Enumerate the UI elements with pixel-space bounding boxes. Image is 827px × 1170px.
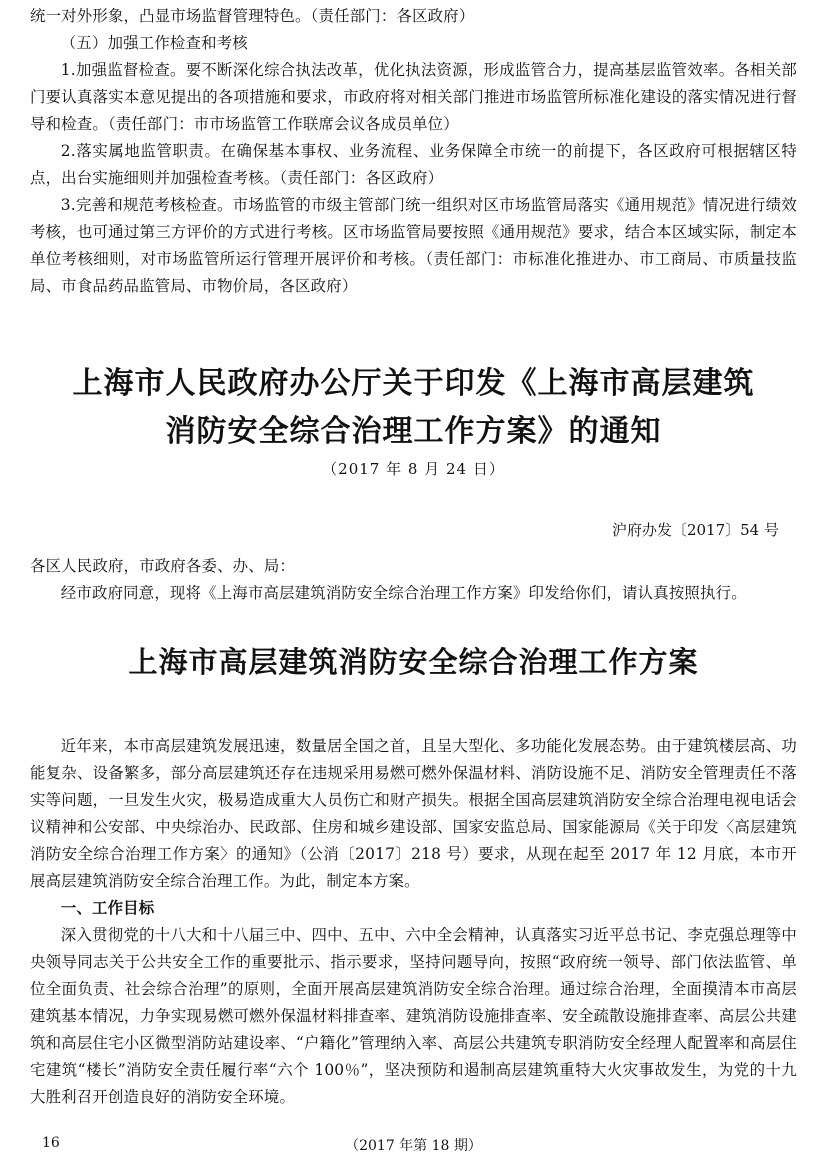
plan-intro-paragraph: 近年来，本市高层建筑发展迅速，数量居全国之首，且呈大型化、多功能化发展态势。由于建筑楼层高、功能复杂、设备繁多，部分高层建筑还存在违规采用易燃可燃外保温材料、消防设施不足、消防安全管理责任不落实等问题，一旦发生火灾，极易造成重大人员伤亡和财产损失。根据全国高层建筑消防安全综合治理电视电话会议精神和公安部、中央综治办、民政部、住房和城乡建设部、国家安监总局、国家能源局《关于印发〈高层建筑消防安全综合治理工作方案〉的通知》（公消〔2017〕218 号）要求，从现在起至 2017 年 12 月底，本市开展高层建筑消防安全综合治理工作。为此，制定本方案。 <box>30 737 797 890</box>
paragraph-item-1: 1.加强监督检查。要不断深化综合执法改革，优化执法资源，形成监管合力，提高基层监管效率。各相关部门要认真落实本意见提出的各项措施和要求，市政府将对相关部门推进市场监管所标准化建设的落实情况进行督导和检查。（责任部门：市市场监管工作联席会议各成员单位） <box>30 61 797 133</box>
issue-number: （2017 年第 18 期） <box>345 1138 482 1154</box>
document-number: 沪府办发〔2017〕54 号 <box>611 521 779 539</box>
previous-article-section <box>30 3 797 300</box>
continued-line: 统一对外形象，凸显市场监督管理特色。（责任部门：各区政府） <box>30 7 475 25</box>
notice-date: （2017 年 8 月 24 日） <box>322 460 505 478</box>
notice-title-line-1: 上海市人民政府办公厅关于印发《上海市高层建筑 <box>72 366 755 401</box>
paragraph-item-2: 2.落实属地监管职责。在确保基本事权、业务流程、业务保障全市统一的前提下，各区政府可根据辖区特点，出台实施细则并加强检查考核。（责任部门：各区政府） <box>30 142 797 187</box>
paragraph-item-3: 3.完善和规范考核检查。市场监管的市级主管部门统一组织对区市场监管局落实《通用规范》情况进行绩效考核，也可通过第三方评价的方式进行考核。区市场监管局要按照《通用规范》要求，结合本区域实际，制定本单位考核细则，对市场监管所运行管理开展评价和考核。（责任部门：市标准化推进办、市工商局、市质量技监局、市食品药品监管局、市物价局，各区政府） <box>30 196 797 295</box>
goals-paragraph: 深入贯彻党的十八大和十八届三中、四中、五中、六中全会精神，认真落实习近平总书记、李克强总理等中央领导同志关于公共安全工作的重要批示、指示要求，坚持问题导向，按照“政府统一领导、部门依法监管、单位全面负责、社会综合治理”的原则，全面开展高层建筑消防安全综合治理。通过综合治理，全面摸清本市高层建筑基本情况，力争实现易燃可燃外保温材料排查率、建筑消防设施排查率、安全疏散设施排查率、高层公共建筑和高层住宅小区微型消防站建设率、“户籍化”管理纳入率、高层公共建筑专职消防安全经理人配置率和高层住宅建筑“楼长”消防安全责任履行率“六个 100％”，坚决预防和遏制高层建筑重特大火灾事故发生，为党的十九大胜利召开创造良好的消防安全环境。 <box>30 926 797 1106</box>
section-heading-goals: 一、工作目标 <box>60 899 155 917</box>
plan-body <box>30 733 797 1111</box>
notice-paragraph: 经市政府同意，现将《上海市高层建筑消防安全综合治理工作方案》印发给你们，请认真按照执行。 <box>60 584 747 602</box>
notice-title-line-2: 消防安全综合治理工作方案》的通知 <box>165 414 662 449</box>
notice-body <box>30 553 797 607</box>
section-subheading: （五）加强工作检查和考核 <box>60 34 248 52</box>
plan-title: 上海市高层建筑消防安全综合治理工作方案 <box>128 645 699 679</box>
addressee-line: 各区人民政府，市政府各委、办、局： <box>30 557 296 575</box>
page-number: 16 <box>42 1135 60 1151</box>
